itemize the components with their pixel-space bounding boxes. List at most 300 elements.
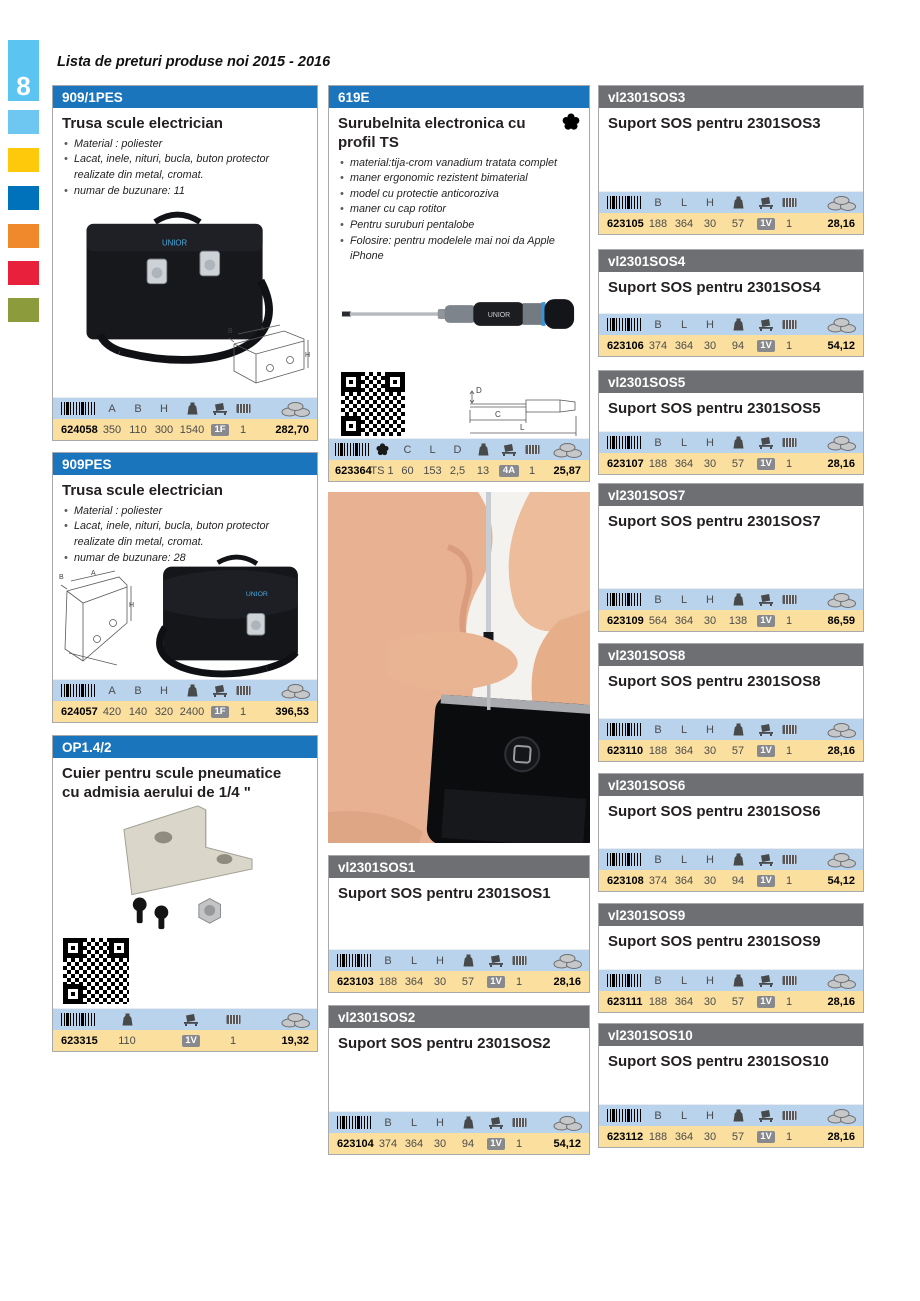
dim-b-value: 374	[648, 874, 668, 887]
box-qty: 1	[239, 705, 247, 718]
dim-h-value: 30	[703, 217, 717, 230]
price-value: 28,16	[553, 975, 581, 988]
product-code-header	[599, 250, 863, 272]
diagram-label: H	[129, 602, 135, 609]
table-header-row	[599, 848, 863, 870]
dim-b-value: 188	[648, 744, 668, 757]
bag-clasp	[200, 251, 220, 275]
product-title: Trusa scule electrician	[62, 482, 223, 499]
coins-icon	[553, 442, 583, 458]
carton-icon	[525, 444, 540, 455]
tool-bag-image	[149, 549, 311, 679]
product-title: Suport SOS pentru 2301SOS6	[608, 803, 821, 820]
article-number: 623105	[607, 217, 644, 230]
carton-icon-cell	[779, 1110, 799, 1122]
dim-l-value: 364	[404, 1137, 424, 1150]
sidebar-swatch-olive	[8, 298, 39, 322]
carton-icon	[236, 685, 251, 696]
product-code: OP1.4/2	[62, 739, 112, 755]
product-title: Suport SOS pentru 2301SOS8	[608, 673, 821, 690]
dim-h-header: H	[706, 1109, 714, 1122]
product-card-vl2301sos1	[328, 855, 590, 993]
dim-h-header: H	[160, 402, 168, 415]
weight-icon-cell	[177, 402, 207, 415]
box-qty: 1	[785, 1130, 793, 1143]
dim-b-value: 140	[128, 705, 148, 718]
price-value: 396,53	[275, 705, 309, 718]
box-qty: 1	[785, 874, 793, 887]
weight-icon-cell	[453, 954, 483, 967]
barcode-icon-cell	[599, 723, 645, 736]
pallet-code-badge: 1V	[757, 996, 776, 1009]
carton-icon-cell	[522, 444, 542, 456]
box-qty: 1	[515, 975, 523, 988]
price-value: 282,70	[275, 423, 309, 436]
dim-l-header: L	[680, 1109, 688, 1122]
dimension-diagram	[464, 382, 584, 438]
bullet: • maner cu cap rotitor	[350, 202, 581, 218]
dim-b-value: 188	[648, 217, 668, 230]
product-bullets	[53, 137, 317, 200]
application-photo-iphone-repair	[328, 492, 590, 843]
box-qty: 1	[239, 423, 247, 436]
barcode-icon	[607, 723, 643, 736]
product-table	[599, 848, 863, 891]
price-value: 54,12	[827, 339, 855, 352]
product-table	[599, 1104, 863, 1147]
dim-l-value: 364	[674, 614, 694, 627]
product-code: vl2301SOS3	[608, 89, 686, 105]
weight-value: 57	[731, 217, 745, 230]
product-code: vl2301SOS4	[608, 253, 686, 269]
product-code: 909/1PES	[62, 89, 123, 105]
dim-h-value: 30	[703, 874, 717, 887]
pallet-code-cell	[753, 217, 779, 230]
weight-value: 57	[731, 744, 745, 757]
product-table	[53, 397, 317, 440]
weight-icon	[478, 443, 489, 456]
coins-icon	[827, 195, 857, 211]
table-data-row	[599, 870, 863, 891]
barcode-icon	[607, 853, 643, 866]
dim-l-header: L	[680, 436, 688, 449]
weight-value: 94	[731, 339, 745, 352]
dim-b-header: B	[654, 593, 662, 606]
price-icon-cell	[799, 195, 863, 211]
dim-c-header: C	[403, 443, 412, 456]
dim-b-header: B	[654, 974, 662, 987]
box-qty: 1	[515, 1137, 523, 1150]
weight-icon-cell	[723, 723, 753, 736]
dim-l-value: 364	[674, 744, 694, 757]
dim-h-value: 30	[703, 995, 717, 1008]
dim-l-header: L	[680, 318, 688, 331]
product-code-header	[599, 1024, 863, 1046]
carton-icon-cell	[509, 1117, 529, 1129]
product-code: 619E	[338, 89, 370, 105]
pallet-code-cell	[483, 1137, 509, 1150]
article-number: 623104	[337, 1137, 374, 1150]
product-code: vl2301SOS2	[338, 1009, 416, 1025]
diagram-label: H	[305, 352, 311, 359]
diagram-label: L	[520, 423, 525, 432]
weight-icon	[463, 954, 474, 967]
weight-value: 1540	[179, 423, 205, 436]
weight-value: 57	[461, 975, 475, 988]
dim-h-header: H	[706, 853, 714, 866]
product-card-vl2301sos8	[598, 643, 864, 762]
product-code-header	[53, 86, 317, 108]
pallet-code-badge: 1F	[211, 706, 229, 719]
weight-icon-cell	[723, 853, 753, 866]
product-card-vl2301sos2	[328, 1005, 590, 1155]
pallet-icon	[212, 684, 229, 697]
weight-icon-cell	[177, 684, 207, 697]
weight-value: 13	[476, 464, 490, 477]
dim-a-header: A	[108, 684, 116, 697]
product-code-header	[53, 736, 317, 758]
product-code: 909PES	[62, 456, 112, 472]
table-header-row	[599, 313, 863, 335]
dim-l-value: 364	[674, 1130, 694, 1143]
price-icon-cell	[542, 442, 589, 458]
dim-b-value: 110	[129, 423, 147, 436]
carton-icon	[782, 197, 797, 208]
pallet-icon-cell	[483, 954, 509, 967]
brand-logo: UNIOR	[161, 238, 188, 248]
dim-b-header: B	[654, 436, 662, 449]
weight-icon	[733, 1109, 744, 1122]
bullet: • model cu protectie anticoroziva	[350, 187, 581, 203]
box-qty: 1	[785, 339, 793, 352]
pallet-icon-cell	[171, 1013, 211, 1026]
carton-icon	[226, 1014, 241, 1025]
pentalobe-icon	[376, 443, 389, 456]
table-header-row	[599, 191, 863, 213]
article-number: 624057	[61, 705, 98, 718]
box-qty: 1	[528, 464, 536, 477]
weight-icon	[733, 723, 744, 736]
pallet-icon-cell	[753, 1109, 779, 1122]
dim-c-value: 60	[401, 464, 414, 477]
dim-h-header: H	[706, 974, 714, 987]
dimension-diagram	[226, 324, 311, 388]
article-number: 623103	[337, 975, 374, 988]
dim-l-value: 364	[674, 457, 694, 470]
article-number: 623108	[607, 874, 644, 887]
pallet-code-badge: 1V	[757, 875, 776, 888]
carton-icon	[782, 1110, 797, 1121]
dim-l-value: 364	[674, 217, 694, 230]
diagram-label: A	[260, 326, 265, 333]
pneumatic-tool-hanger-image	[103, 798, 273, 936]
pallet-code-cell	[483, 975, 509, 988]
dim-h-header: H	[436, 1116, 444, 1129]
dim-a-value: 350	[102, 423, 122, 436]
price-icon-cell	[253, 401, 317, 417]
pallet-code-badge: 1V	[487, 1138, 506, 1151]
weight-icon	[733, 593, 744, 606]
barcode-icon-cell	[599, 974, 645, 987]
table-data-row	[53, 701, 317, 722]
pallet-icon	[758, 436, 775, 449]
weight-icon-cell	[723, 593, 753, 606]
product-code-header	[329, 86, 589, 108]
weight-value: 94	[731, 874, 745, 887]
carton-icon-cell	[233, 403, 253, 415]
product-table	[329, 1111, 589, 1154]
pallet-icon-cell	[753, 593, 779, 606]
pentalobe-icon	[562, 113, 580, 131]
brand-logo: UNIOR	[487, 311, 511, 319]
box-qty: 1	[785, 457, 793, 470]
coins-icon	[827, 592, 857, 608]
product-code-header	[329, 1006, 589, 1028]
product-code-header	[599, 86, 863, 108]
carton-icon	[782, 319, 797, 330]
product-code: vl2301SOS6	[608, 777, 686, 793]
price-value: 25,87	[553, 464, 581, 477]
pallet-code-cell	[753, 339, 779, 352]
barcode-icon	[607, 436, 643, 449]
barcode-icon	[607, 593, 643, 606]
price-value: 54,12	[553, 1137, 581, 1150]
pallet-code-cell	[171, 1034, 211, 1047]
weight-icon-cell	[723, 436, 753, 449]
weight-value: 110	[118, 1034, 136, 1047]
dim-h-header: H	[706, 436, 714, 449]
pentalobe-icon-cell	[369, 443, 395, 456]
price-icon-cell	[799, 852, 863, 868]
barcode-icon	[607, 974, 643, 987]
dim-d-header: D	[453, 443, 462, 456]
carton-icon	[512, 955, 527, 966]
table-data-row	[329, 460, 589, 481]
weight-icon-cell	[107, 1013, 147, 1026]
pallet-icon	[501, 443, 518, 456]
product-title: Suport SOS pentru 2301SOS4	[608, 279, 821, 296]
pallet-icon	[758, 593, 775, 606]
price-icon-cell	[799, 1108, 863, 1124]
bullet: • Lacat, inele, nituri, bucla, buton protector realizate din metal, cromat.	[74, 152, 309, 183]
dim-l-header: L	[680, 723, 688, 736]
weight-icon-cell	[470, 443, 496, 456]
article-number: 623110	[607, 744, 644, 757]
article-number: 623109	[607, 614, 644, 627]
product-code: vl2301SOS8	[608, 647, 686, 663]
table-data-row	[329, 1133, 589, 1154]
hex-nut	[199, 899, 221, 924]
table-data-row	[599, 213, 863, 234]
screwdriver-shaft	[486, 492, 491, 638]
table-data-row	[599, 335, 863, 356]
barcode-icon-cell	[329, 443, 369, 456]
carton-icon-cell	[779, 724, 799, 736]
weight-icon	[187, 684, 198, 697]
pallet-icon-cell	[496, 443, 522, 456]
dim-h-value: 30	[703, 1130, 717, 1143]
coins-icon	[553, 953, 583, 969]
weight-value: 57	[731, 995, 745, 1008]
dim-b-value: 188	[648, 995, 668, 1008]
dim-b-header: B	[654, 853, 662, 866]
carton-icon	[782, 437, 797, 448]
dim-b-header: B	[134, 684, 142, 697]
carton-icon	[782, 854, 797, 865]
carton-icon-cell	[233, 685, 253, 697]
pallet-code-badge: 1V	[487, 976, 506, 989]
weight-icon-cell	[723, 318, 753, 331]
coins-icon	[827, 722, 857, 738]
weight-icon	[733, 853, 744, 866]
weight-icon	[733, 974, 744, 987]
price-value: 28,16	[827, 744, 855, 757]
product-code-header	[599, 371, 863, 393]
qr-code	[341, 372, 405, 436]
table-header-row	[599, 718, 863, 740]
sidebar-swatch-yellow	[8, 148, 39, 172]
pallet-code-cell	[753, 744, 779, 757]
carton-icon-cell	[215, 1014, 251, 1026]
barcode-icon	[607, 196, 643, 209]
table-header-row	[53, 679, 317, 701]
diagram-label: A	[91, 570, 96, 577]
carton-icon	[782, 724, 797, 735]
dim-h-header: H	[706, 723, 714, 736]
price-icon-cell	[799, 435, 863, 451]
weight-value: 94	[461, 1137, 475, 1150]
bullet: • numar de buzunare: 11	[74, 184, 309, 200]
product-card-vl2301sos5	[598, 370, 864, 475]
pallet-icon-cell	[753, 436, 779, 449]
carton-icon-cell	[779, 854, 799, 866]
barcode-icon	[61, 1013, 97, 1026]
brand-logo: UNIOR	[245, 590, 268, 598]
bullet: • Folosire: pentru modelele mai noi da Apple iPhone	[350, 234, 581, 265]
product-card-op14-2	[52, 735, 318, 1052]
product-code-header	[329, 856, 589, 878]
pallet-icon	[488, 954, 505, 967]
table-header-row	[599, 969, 863, 991]
bullet: • Lacat, inele, nituri, bucla, buton protector realizate din metal, cromat.	[74, 519, 309, 550]
table-data-row	[53, 1030, 317, 1051]
diagram-label: B	[59, 574, 64, 581]
pallet-code-badge: 1V	[757, 218, 776, 231]
table-header-row	[599, 588, 863, 610]
price-icon-cell	[529, 1115, 589, 1131]
pallet-code-badge: 4A	[499, 465, 518, 478]
pallet-icon	[758, 974, 775, 987]
price-icon-cell	[251, 1012, 317, 1028]
pallet-icon	[758, 318, 775, 331]
product-card-909pes	[52, 452, 318, 723]
coins-icon	[281, 683, 311, 699]
coins-icon	[827, 1108, 857, 1124]
dim-l-header: L	[429, 443, 436, 456]
dim-h-value: 30	[433, 1137, 447, 1150]
page-number-tab	[8, 40, 39, 101]
diagram-label: B	[228, 328, 233, 335]
dim-h-value: 30	[703, 614, 717, 627]
box-qty: 1	[785, 744, 793, 757]
pallet-code-cell	[753, 1130, 779, 1143]
dim-l-header: L	[680, 974, 688, 987]
pallet-icon	[758, 723, 775, 736]
weight-icon	[733, 318, 744, 331]
dim-b-value: 188	[378, 975, 398, 988]
article-number: 623315	[61, 1034, 98, 1047]
product-card-vl2301sos4	[598, 249, 864, 357]
table-data-row	[599, 740, 863, 761]
pallet-icon	[758, 853, 775, 866]
product-code: vl2301SOS10	[608, 1027, 693, 1043]
dim-h-value: 30	[433, 975, 447, 988]
product-title: Suport SOS pentru 2301SOS1	[338, 885, 551, 902]
table-header-row	[599, 1104, 863, 1126]
coins-icon	[553, 1115, 583, 1131]
table-data-row	[329, 971, 589, 992]
carton-icon-cell	[779, 319, 799, 331]
pallet-icon	[183, 1013, 200, 1026]
carton-icon	[512, 1117, 527, 1128]
carton-icon-cell	[779, 197, 799, 209]
article-number: 623106	[607, 339, 644, 352]
coins-icon	[827, 973, 857, 989]
article-number: 624058	[61, 423, 98, 436]
table-data-row	[53, 419, 317, 440]
barcode-icon	[61, 402, 97, 415]
table-data-row	[599, 453, 863, 474]
product-code-header	[599, 904, 863, 926]
pallet-code-badge: 1V	[757, 615, 776, 628]
barcode-icon	[61, 684, 97, 697]
barcode-icon-cell	[599, 593, 645, 606]
dim-l-header: L	[680, 853, 688, 866]
dim-b-header: B	[654, 318, 662, 331]
barcode-icon	[337, 954, 373, 967]
carton-icon-cell	[779, 437, 799, 449]
product-table	[599, 191, 863, 234]
product-table	[329, 949, 589, 992]
dim-l-header: L	[680, 196, 688, 209]
barcode-icon	[337, 1116, 373, 1129]
photo-illustration	[328, 492, 590, 843]
barcode-icon	[607, 1109, 643, 1122]
price-value: 54,12	[827, 874, 855, 887]
table-data-row	[599, 991, 863, 1012]
product-code-header	[599, 644, 863, 666]
product-title: Suport SOS pentru 2301SOS10	[608, 1053, 829, 1070]
page-number: 8	[16, 71, 31, 101]
article-number: 623364	[335, 464, 372, 477]
table-data-row	[599, 1126, 863, 1147]
dim-l-value: 364	[404, 975, 424, 988]
price-icon-cell	[799, 592, 863, 608]
pallet-icon	[758, 1109, 775, 1122]
pallet-icon-cell	[483, 1116, 509, 1129]
price-icon-cell	[799, 317, 863, 333]
weight-icon	[733, 196, 744, 209]
bullet: • Material : poliester	[74, 137, 309, 153]
price-value: 28,16	[827, 995, 855, 1008]
product-title: Suport SOS pentru 2301SOS5	[608, 400, 821, 417]
weight-icon-cell	[723, 1109, 753, 1122]
product-code-header	[599, 774, 863, 796]
dim-h-value: 30	[703, 457, 717, 470]
dim-b-header: B	[654, 723, 662, 736]
page-title: Lista de preturi produse noi 2015 - 2016	[57, 54, 331, 70]
dimension-diagram	[57, 561, 137, 673]
